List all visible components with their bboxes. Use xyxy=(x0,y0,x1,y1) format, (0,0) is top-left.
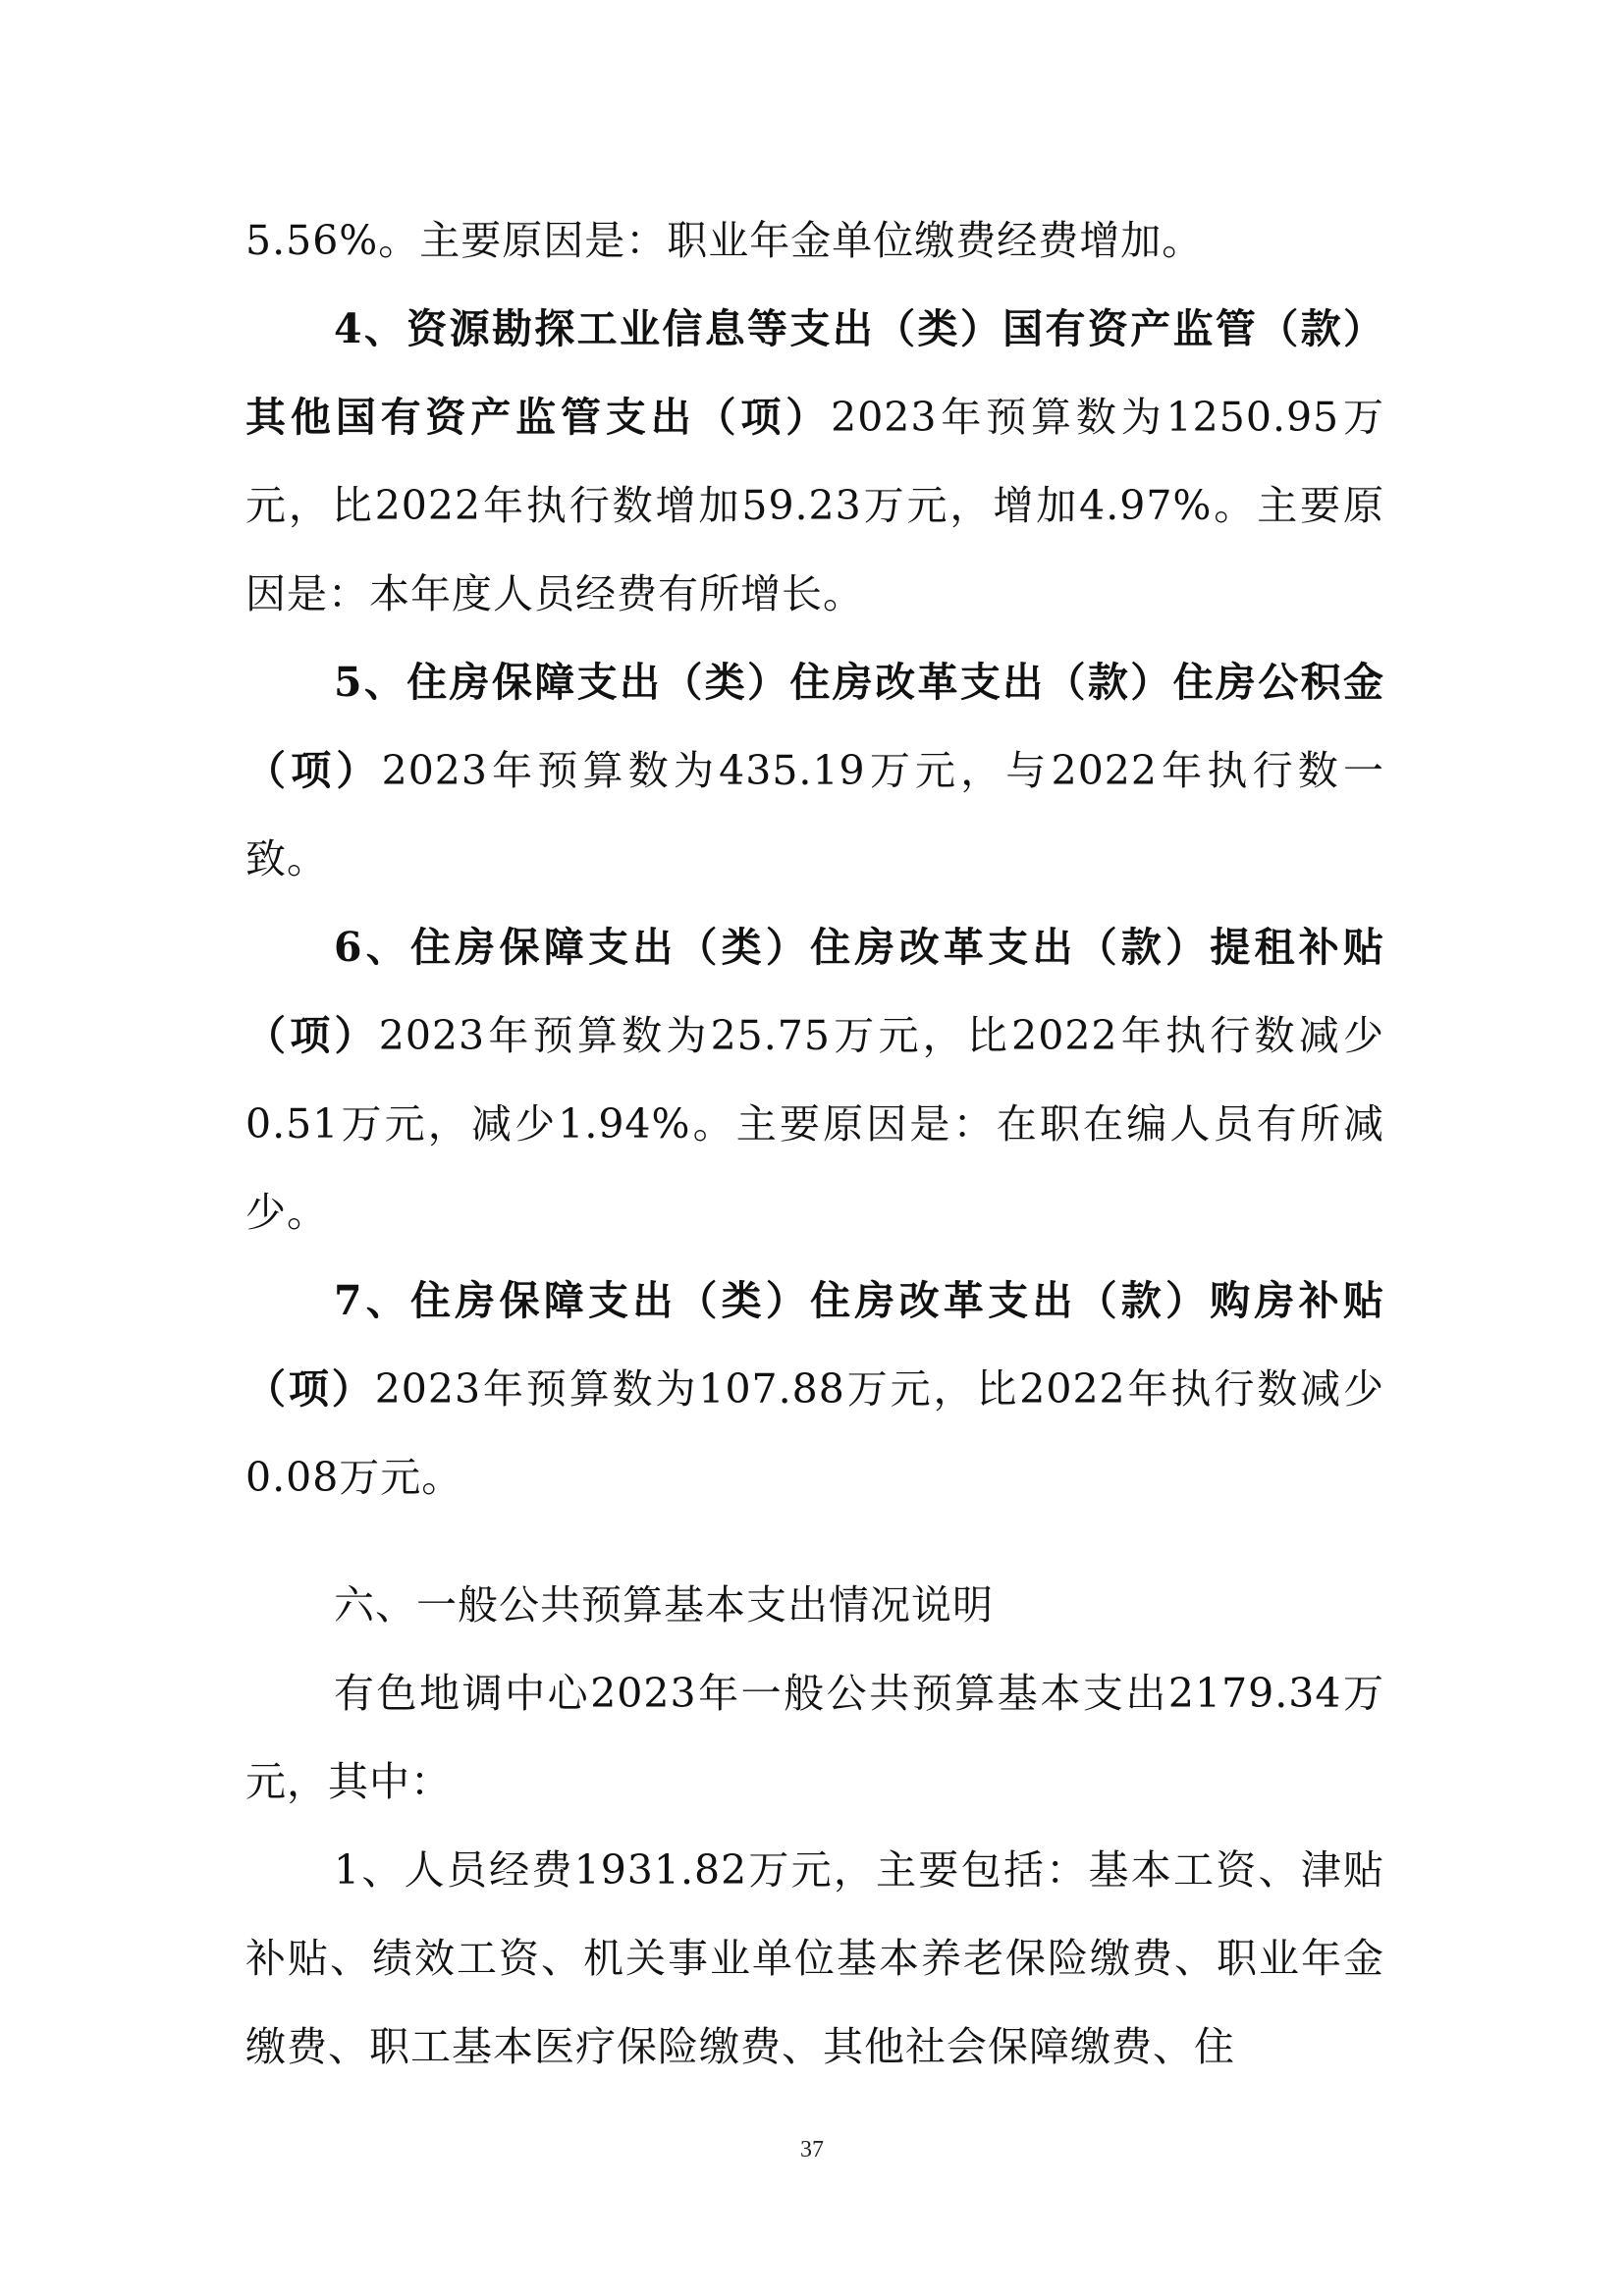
paragraph-lead: 4、资源勘探工业信息等支出（类）国有资产监管（款）其他国有资产监管支出（项） xyxy=(245,305,1384,441)
paragraph-text: 2023年预算数为1250.95万元，比2022年执行数增加59.23万元，增加4.97%。主要原因是：本年度人员经费有所增长。 xyxy=(245,394,1384,617)
section-heading: 六、一般公共预算基本支出情况说明 xyxy=(334,1581,994,1629)
paragraph-item-4 xyxy=(245,285,1384,638)
paragraph-text: 2023年预算数为25.75万元，比2022年执行数减少0.51万元，减少1.94%。主要原因是：在职在编人员有所减少。 xyxy=(245,1012,1385,1236)
paragraph-text: 5.56%。主要原因是：职业年金单位缴费经费增加。 xyxy=(245,217,1204,264)
section-paragraph-personnel: 1、人员经费1931.82万元，主要包括：基本工资、津贴补贴、绩效工资、机关事业单位基本养老保险缴费、职业年金缴费、职工基本医疗保险缴费、其他社会保障缴费、住 xyxy=(245,1846,1384,2070)
paragraph-text: 2023年预算数为435.19万元，与2022年执行数一致。 xyxy=(245,747,1384,882)
paragraph-item-5 xyxy=(245,638,1384,903)
paragraph-lead: 5、住房保障支出（类）住房改革支出（款）住房公积金（项） xyxy=(245,659,1384,794)
section-paragraph-summary: 有色地调中心2023年一般公共预算基本支出2179.34万元，其中： xyxy=(245,1670,1384,1805)
paragraph-lead: 6、住房保障支出（类）住房改革支出（款）提租补贴（项） xyxy=(245,924,1384,1059)
body-text-lower xyxy=(245,1561,1384,2091)
paragraph-text: 2023年预算数为107.88万元，比2022年执行数减少0.08万元。 xyxy=(245,1365,1384,1501)
paragraph-continuation xyxy=(245,196,1384,285)
body-text-upper xyxy=(245,196,1384,1522)
page-number: 37 xyxy=(800,2137,824,2163)
paragraph-item-7 xyxy=(245,1256,1384,1522)
paragraph-item-6 xyxy=(245,903,1384,1256)
paragraph-lead: 7、住房保障支出（类）住房改革支出（款）购房补贴（项） xyxy=(245,1277,1384,1413)
